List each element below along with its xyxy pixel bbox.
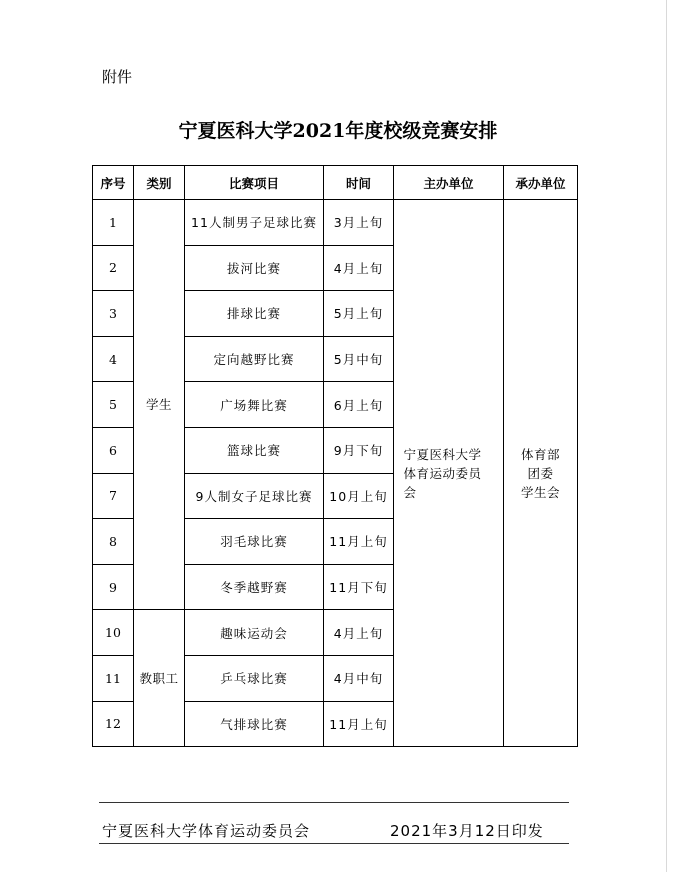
event-name: 广场舞比赛 xyxy=(185,382,324,428)
table-header-row xyxy=(93,166,578,200)
row-number: 10 xyxy=(93,610,134,656)
host-unit-text: 宁夏医科大学体育运动委员会 xyxy=(403,446,482,500)
competition-schedule-table xyxy=(92,165,578,747)
category-staff: 教职工 xyxy=(134,610,185,747)
row-number: 6 xyxy=(93,427,134,473)
header-host: 主办单位 xyxy=(394,166,504,200)
event-name: 排球比赛 xyxy=(185,291,324,337)
row-number: 1 xyxy=(93,200,134,246)
event-time: 5月中旬 xyxy=(324,336,394,382)
event-time: 5月上旬 xyxy=(324,291,394,337)
event-name: 乒乓球比赛 xyxy=(185,655,324,701)
header-time: 时间 xyxy=(324,166,394,200)
event-name: 篮球比赛 xyxy=(185,427,324,473)
event-time: 9月下旬 xyxy=(324,427,394,473)
organizer-line-3: 学生会 xyxy=(520,484,560,500)
event-time: 6月上旬 xyxy=(324,382,394,428)
event-time: 10月上旬 xyxy=(324,473,394,519)
footer-bottom-rule xyxy=(99,843,569,844)
event-time: 3月上旬 xyxy=(324,200,394,246)
event-time: 4月上旬 xyxy=(324,610,394,656)
page-title: 宁夏医科大学2021年度校级竞赛安排 xyxy=(178,120,498,142)
header-organizer: 承办单位 xyxy=(504,166,578,200)
organizer-line-2: 团委 xyxy=(527,465,554,481)
footer-date: 2021年3月12日印发 xyxy=(390,822,544,840)
category-student: 学生 xyxy=(134,200,185,610)
row-number: 2 xyxy=(93,245,134,291)
footer-issuer: 宁夏医科大学体育运动委员会 xyxy=(102,822,311,840)
event-time: 11月上旬 xyxy=(324,519,394,565)
event-name: 羽毛球比赛 xyxy=(185,519,324,565)
row-number: 3 xyxy=(93,291,134,337)
row-number: 7 xyxy=(93,473,134,519)
host-unit xyxy=(394,200,504,747)
event-name: 趣味运动会 xyxy=(185,610,324,656)
row-number: 11 xyxy=(93,655,134,701)
event-name: 定向越野比赛 xyxy=(185,336,324,382)
event-name: 9人制女子足球比赛 xyxy=(185,473,324,519)
event-name: 11人制男子足球比赛 xyxy=(185,200,324,246)
row-number: 5 xyxy=(93,382,134,428)
header-no: 序号 xyxy=(93,166,134,200)
event-time: 11月下旬 xyxy=(324,564,394,610)
event-name: 气排球比赛 xyxy=(185,701,324,747)
event-time: 11月上旬 xyxy=(324,701,394,747)
organizer-unit xyxy=(504,200,578,747)
table-row xyxy=(93,200,578,246)
event-time: 4月上旬 xyxy=(324,245,394,291)
event-time: 4月中旬 xyxy=(324,655,394,701)
organizer-line-1: 体育部 xyxy=(520,446,560,462)
row-number: 8 xyxy=(93,519,134,565)
attachment-label: 附件 xyxy=(102,68,133,86)
event-name: 拔河比赛 xyxy=(185,245,324,291)
event-name: 冬季越野赛 xyxy=(185,564,324,610)
row-number: 4 xyxy=(93,336,134,382)
row-number: 12 xyxy=(93,701,134,747)
header-category: 类别 xyxy=(134,166,185,200)
header-event: 比赛项目 xyxy=(185,166,324,200)
row-number: 9 xyxy=(93,564,134,610)
footer-top-rule xyxy=(99,802,569,803)
